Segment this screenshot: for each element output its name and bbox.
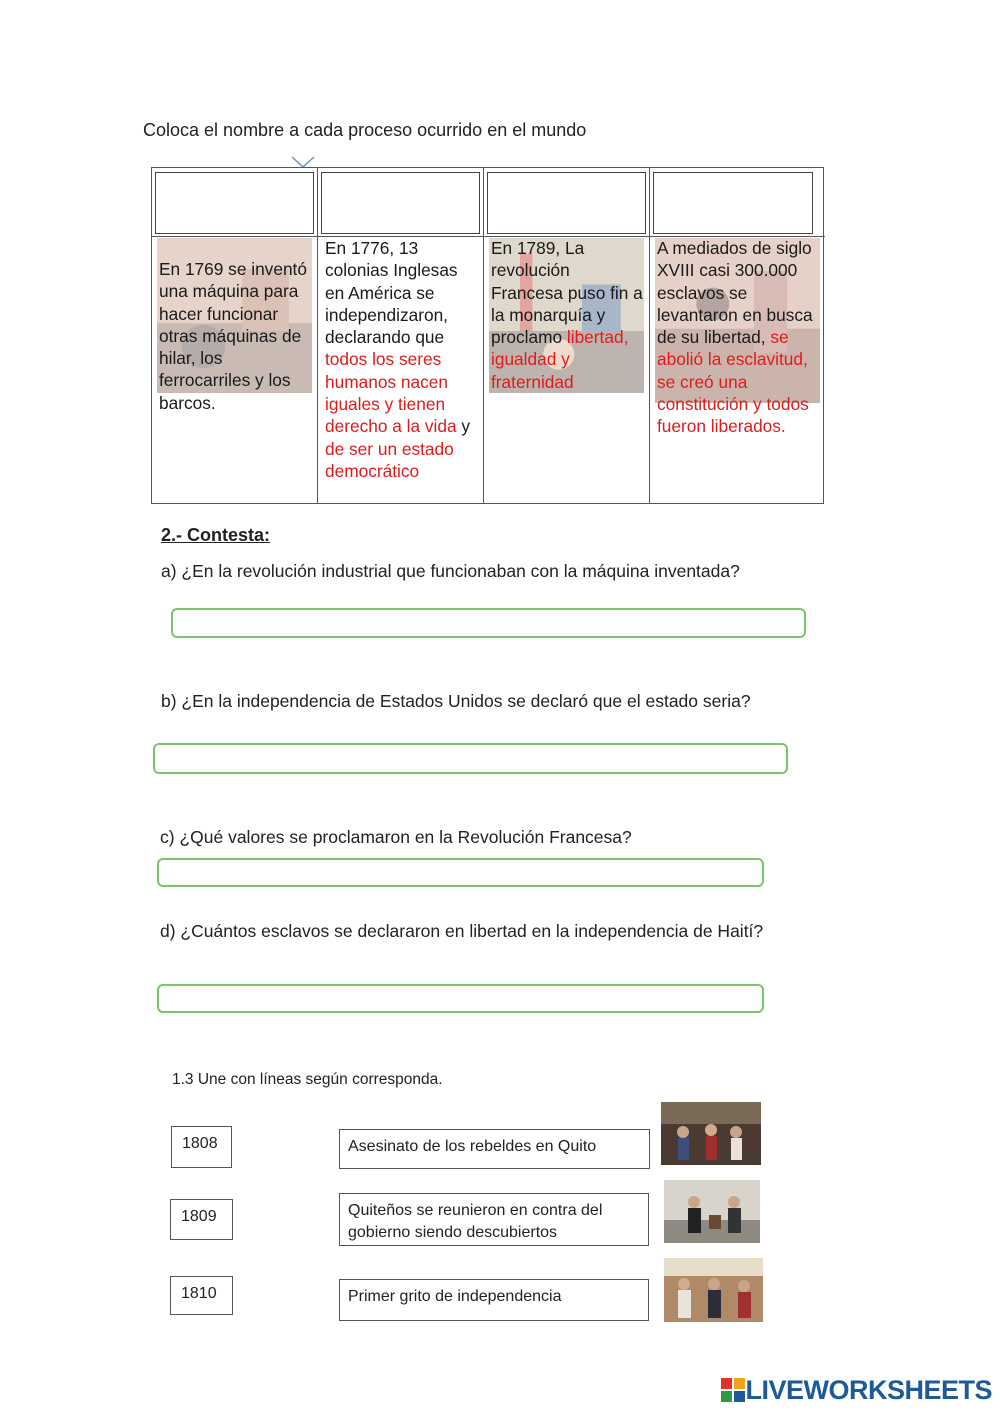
process-name-input-2[interactable] bbox=[321, 172, 480, 234]
quitenos-meeting-photo bbox=[664, 1180, 760, 1243]
event-box-2[interactable]: Quiteños se reunieron en contra del gobierno siendo descubiertos bbox=[339, 1193, 649, 1246]
event-box-1[interactable]: Asesinato de los rebeldes en Quito bbox=[339, 1129, 650, 1169]
liveworksheets-logo-icon bbox=[721, 1378, 745, 1402]
section-2-title: 2.- Contesta: bbox=[161, 525, 271, 545]
process-name-input-3[interactable] bbox=[487, 172, 646, 234]
process-column-2 bbox=[318, 168, 484, 503]
answer-d-input[interactable] bbox=[157, 984, 764, 1013]
process-name-input-1[interactable] bbox=[155, 172, 314, 234]
year-box-1810[interactable]: 1810 bbox=[170, 1276, 233, 1315]
process-text-4 bbox=[657, 237, 821, 438]
liveworksheets-logo bbox=[721, 1375, 992, 1405]
instruction: Coloca el nombre a cada proceso ocurrido en el mundo bbox=[143, 120, 587, 140]
answer-c-input[interactable] bbox=[157, 858, 764, 887]
highlighted-text: de ser un estado democrático bbox=[325, 438, 454, 481]
process-column-4 bbox=[650, 168, 825, 503]
process-column-1 bbox=[152, 168, 318, 503]
question-b: b) ¿En la independencia de Estados Unidos se declaró que el estado seria? bbox=[161, 691, 751, 711]
process-text-2 bbox=[325, 237, 479, 482]
question-d: d) ¿Cuántos esclavos se declararon en libertad en la independencia de Haití? bbox=[160, 921, 764, 941]
processes-table bbox=[151, 167, 824, 504]
process-name-input-4[interactable] bbox=[653, 172, 813, 234]
process-text-part: y bbox=[456, 416, 471, 437]
process-text-part: En 1769 se inventó una máquina para hacer funcionar otras máquinas de hilar, los ferrocarriles y los barcos. bbox=[159, 259, 307, 413]
first-cry-independence-photo bbox=[664, 1258, 763, 1322]
process-text-part: A mediados de siglo XVIII casi 300.000 esclavos se levantaron en busca de su libertad, bbox=[657, 238, 813, 348]
highlighted-text: todos los seres humanos nacen iguales y tienen derecho a la vida bbox=[325, 349, 457, 437]
answer-b-input[interactable] bbox=[153, 743, 788, 774]
year-box-1809[interactable]: 1809 bbox=[170, 1199, 233, 1240]
highlighted-text: se abolió la esclavitud, se creó una constitución y todos fueron liberados. bbox=[657, 327, 809, 437]
process-text-3 bbox=[491, 237, 645, 393]
process-column-3 bbox=[484, 168, 650, 503]
process-text-part: En 1776, 13 colonias Inglesas en América se independizaron, declarando que bbox=[325, 238, 458, 348]
year-box-1808[interactable]: 1808 bbox=[171, 1126, 232, 1168]
question-c: c) ¿Qué valores se proclamaron en la Revolución Francesa? bbox=[160, 827, 632, 847]
question-a: a) ¿En la revolución industrial que funcionaban con la máquina inventada? bbox=[161, 561, 740, 581]
process-text-part: En 1789, La revolución Francesa puso fin a la monarquía y proclamo bbox=[491, 238, 643, 348]
highlighted-text: libertad, igualdad y fraternidad bbox=[491, 327, 629, 392]
section-3-title: 1.3 Une con líneas según corresponda. bbox=[172, 1071, 443, 1088]
process-text-1 bbox=[159, 258, 313, 414]
event-box-3[interactable]: Primer grito de independencia bbox=[339, 1279, 649, 1321]
quito-rebels-photo bbox=[661, 1102, 761, 1165]
logo-text: LIVEWORKSHEETS bbox=[745, 1374, 992, 1405]
answer-a-input[interactable] bbox=[171, 608, 806, 638]
